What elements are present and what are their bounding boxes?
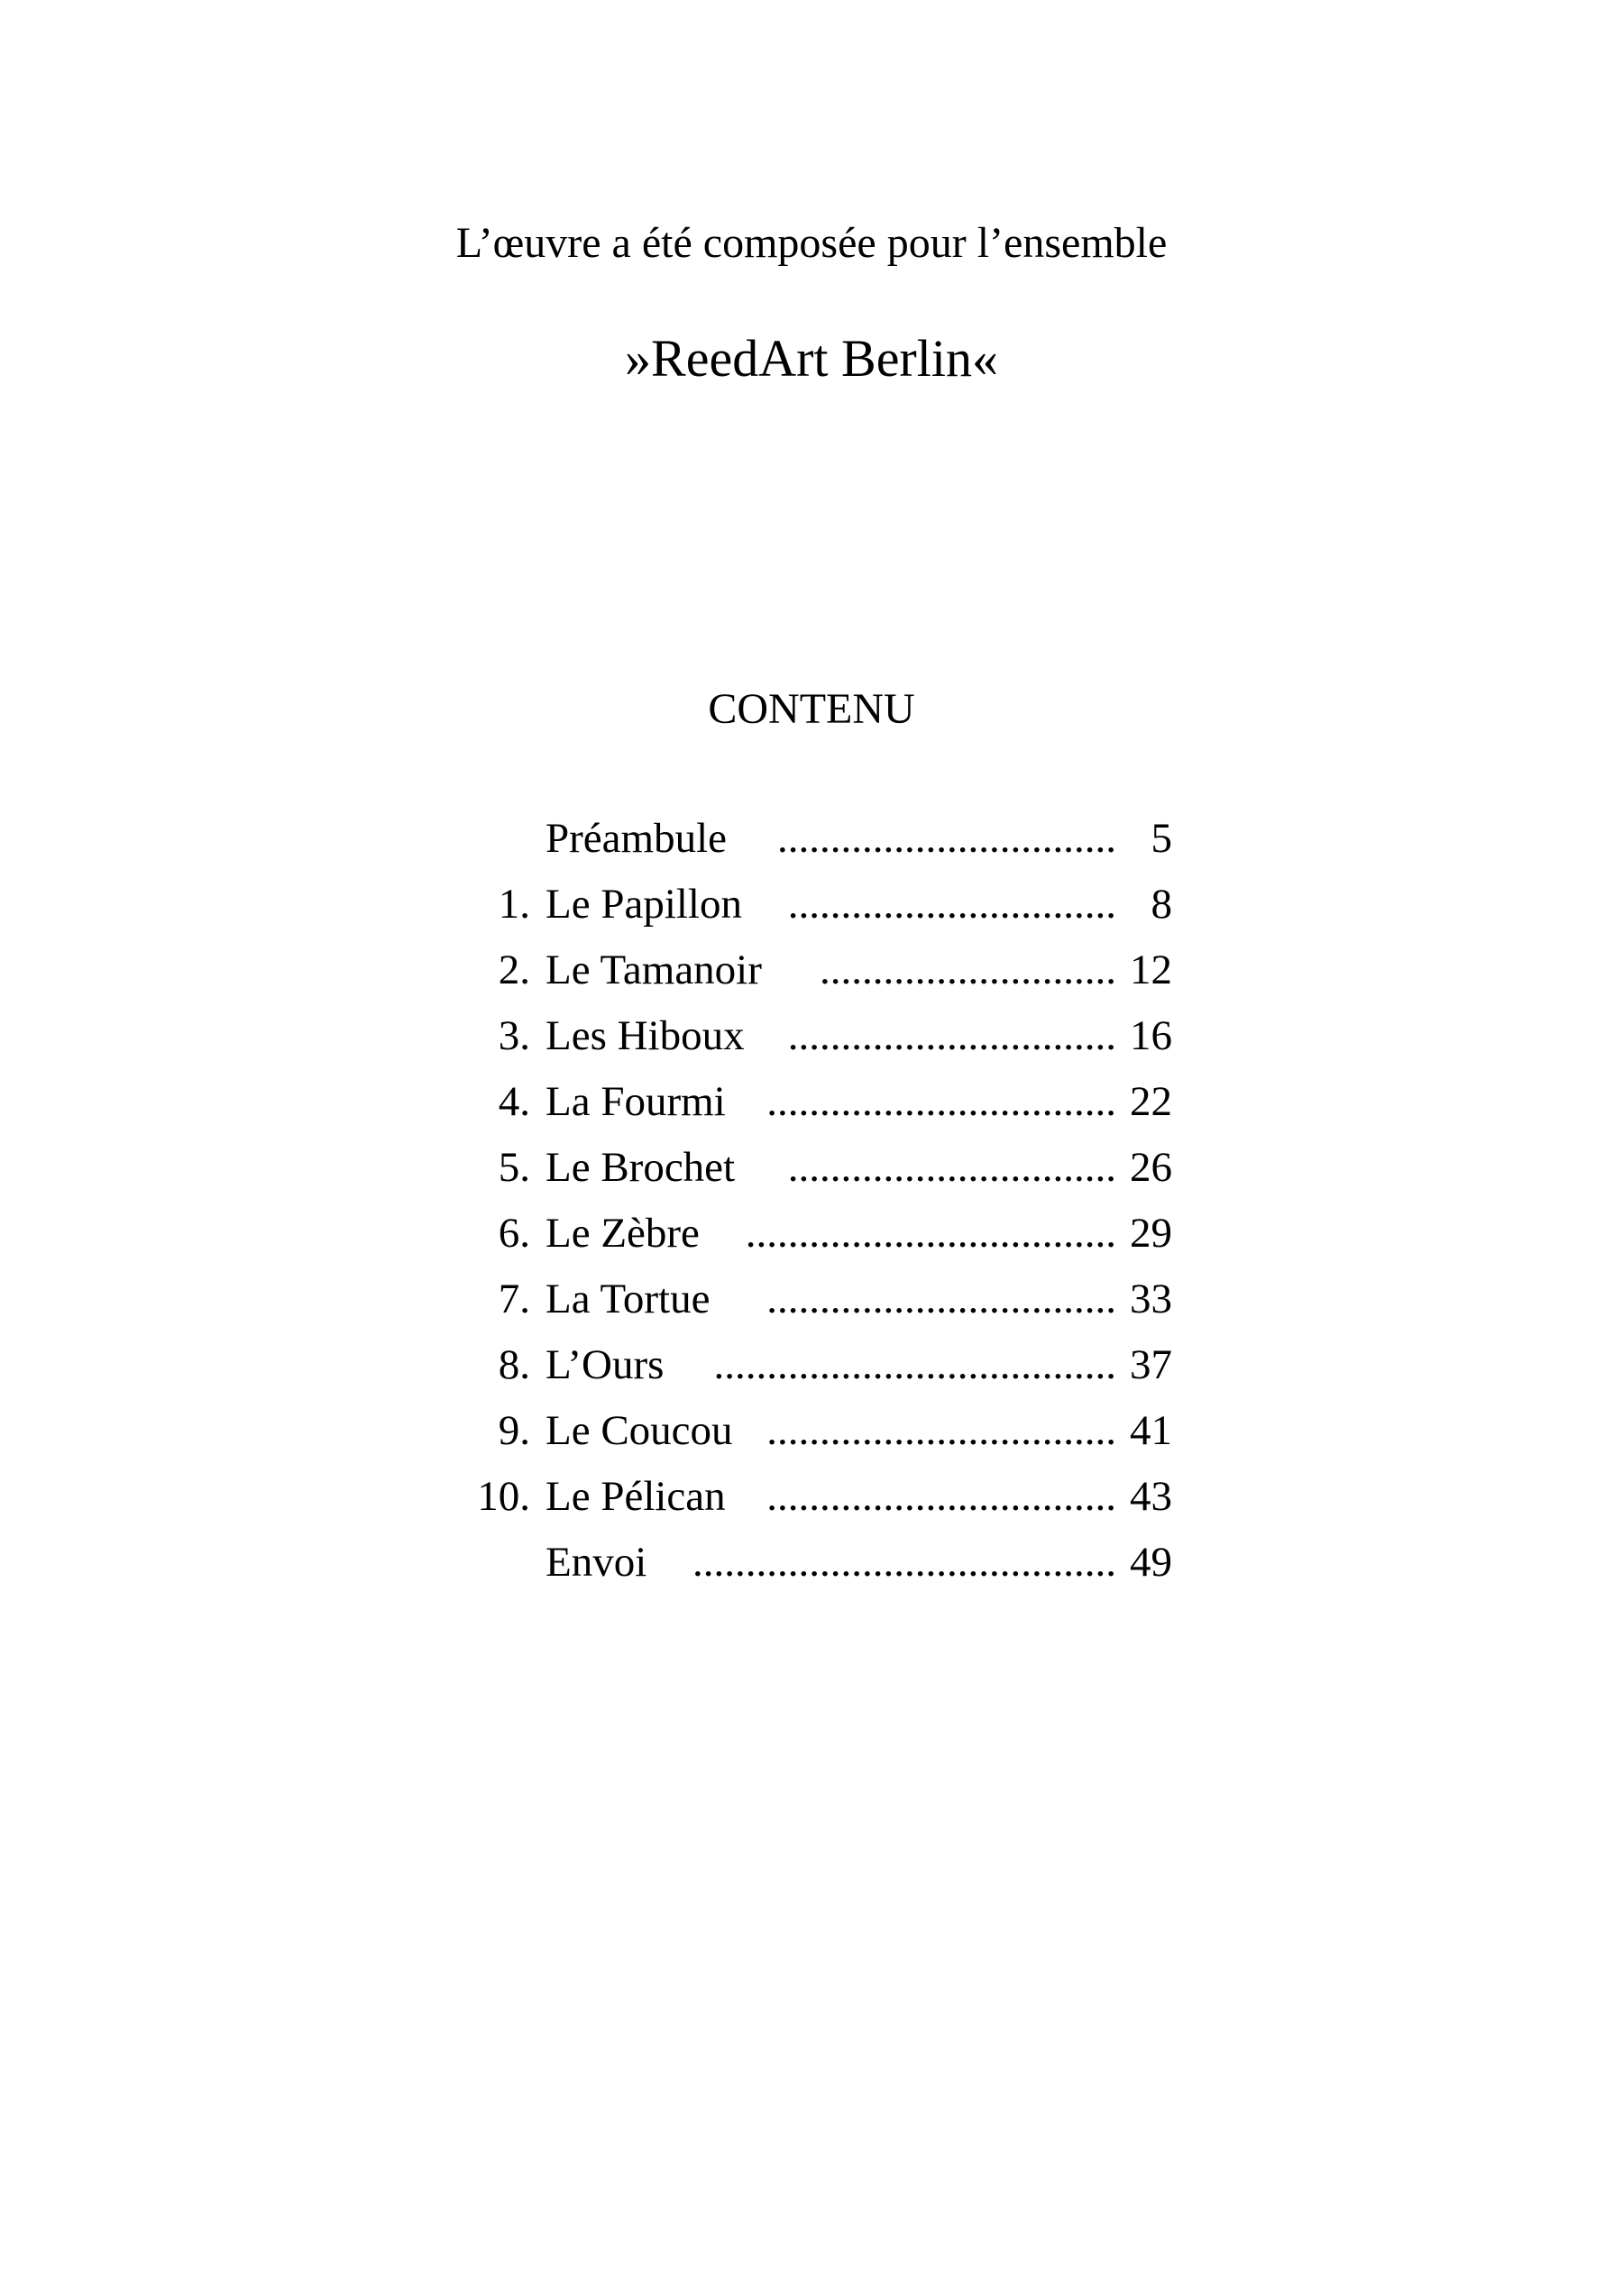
toc-entry-title: Le Papillon	[546, 881, 742, 928]
toc-entry-page: 29	[1130, 1210, 1172, 1257]
toc-dot-leader: .................................	[766, 1078, 1116, 1125]
ensemble-name: »ReedArt Berlin«	[625, 329, 998, 388]
toc-entry-number: 6.	[498, 1210, 530, 1257]
toc-entry-page: 43	[1130, 1473, 1172, 1520]
toc-entry-6	[451, 1206, 1172, 1272]
toc-entry-page: 49	[1130, 1539, 1172, 1586]
toc-entry-title: Préambule	[546, 815, 727, 862]
toc-entry-page: 8	[1151, 881, 1172, 928]
toc-entry-envoi	[451, 1535, 1172, 1601]
toc-dot-leader: ...............................	[787, 1012, 1116, 1059]
toc-dot-leader: ...................................	[745, 1210, 1116, 1257]
toc-dot-leader: ...............................	[787, 1144, 1116, 1191]
toc-dot-leader: .................................	[766, 1276, 1116, 1322]
dedication-line: L’œuvre a été composée pour l’ensemble	[455, 219, 1168, 267]
toc-entry-4	[451, 1075, 1172, 1140]
toc-entry-page: 5	[1151, 815, 1172, 862]
toc-entry-10	[451, 1469, 1172, 1535]
toc-dot-leader: ................................	[777, 815, 1116, 862]
toc-entry-number: 10.	[477, 1473, 530, 1520]
toc-entry-title: Le Zèbre	[546, 1210, 700, 1257]
toc-entry-title: Le Coucou	[546, 1407, 733, 1454]
toc-dot-leader: ......................................	[713, 1341, 1116, 1388]
toc-entry-page: 33	[1130, 1276, 1172, 1322]
toc-dot-leader: .................................	[766, 1407, 1116, 1454]
toc-entry-3	[451, 1009, 1172, 1075]
toc-entry-title: Envoi	[546, 1539, 647, 1586]
table-of-contents	[451, 811, 1172, 1601]
toc-entry-preambule	[451, 811, 1172, 877]
toc-entry-number: 1.	[498, 881, 530, 928]
toc-entry-title: Les Hiboux	[546, 1012, 745, 1059]
toc-entry-number: 5.	[498, 1144, 530, 1191]
toc-entry-page: 26	[1130, 1144, 1172, 1191]
toc-entry-number: 7.	[498, 1276, 530, 1322]
toc-entry-number: 4.	[498, 1078, 530, 1125]
toc-entry-5	[451, 1140, 1172, 1206]
toc-entry-title: Le Pélican	[546, 1473, 726, 1520]
toc-entry-number: 9.	[498, 1407, 530, 1454]
toc-entry-8	[451, 1338, 1172, 1404]
toc-entry-page: 41	[1130, 1407, 1172, 1454]
toc-entry-title: La Fourmi	[546, 1078, 726, 1125]
toc-entry-number: 3.	[498, 1012, 530, 1059]
toc-dot-leader: .................................	[766, 1473, 1116, 1520]
toc-entry-9	[451, 1404, 1172, 1469]
toc-dot-leader: ...............................	[787, 881, 1116, 928]
toc-entry-number: 8.	[498, 1341, 530, 1388]
toc-entry-title: L’Ours	[546, 1341, 665, 1388]
toc-entry-page: 16	[1130, 1012, 1172, 1059]
toc-entry-1	[451, 877, 1172, 943]
toc-entry-page: 12	[1130, 947, 1172, 993]
toc-heading: CONTENU	[708, 685, 915, 733]
toc-entry-page: 22	[1130, 1078, 1172, 1125]
toc-dot-leader: ............................	[820, 947, 1116, 993]
toc-entry-2	[451, 943, 1172, 1009]
toc-entry-number: 2.	[498, 947, 530, 993]
toc-dot-leader: ........................................	[692, 1539, 1116, 1586]
toc-entry-page: 37	[1130, 1341, 1172, 1388]
toc-entry-title: Le Tamanoir	[546, 947, 762, 993]
toc-entry-7	[451, 1272, 1172, 1338]
toc-entry-title: La Tortue	[546, 1276, 711, 1322]
toc-entry-title: Le Brochet	[546, 1144, 736, 1191]
